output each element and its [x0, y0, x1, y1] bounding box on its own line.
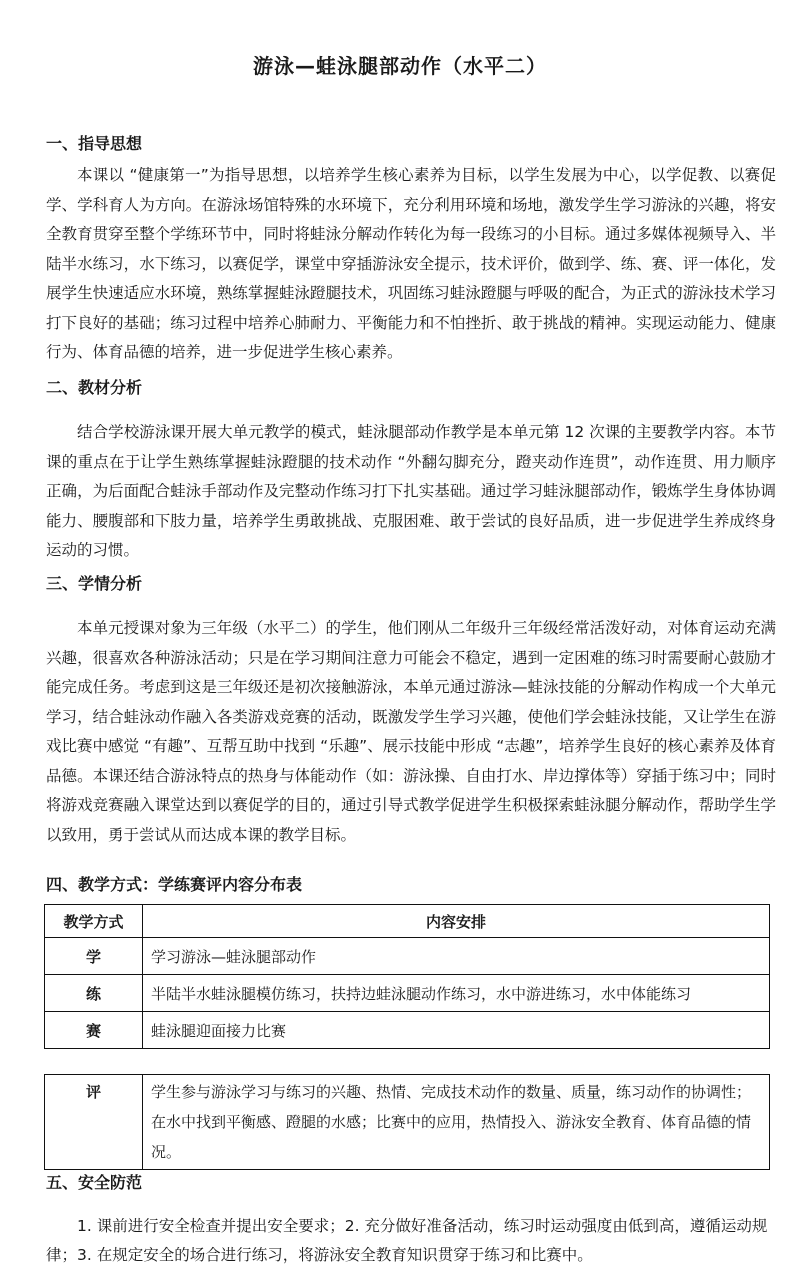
teaching-methods-table	[44, 904, 770, 1049]
table-header-cell: 内容安排	[143, 905, 770, 938]
section-heading-teaching-methods: 四、教学方式：学练赛评内容分布表	[46, 875, 303, 894]
section-text-safety: 1. 课前进行安全检查并提出安全要求；2. 充分做好准备活动，练习时运动强度由低到高，遵循运动规律；3. 在规定安全的场合进行练习，将游泳安全教育知识贯穿于练习和比赛中。	[46, 1217, 768, 1264]
document-title: 游泳—蛙泳腿部动作（水平二）	[253, 54, 547, 78]
section-heading-safety: 五、安全防范	[46, 1173, 143, 1192]
section-heading-material-analysis: 二、教材分析	[46, 378, 143, 397]
table-row	[45, 975, 770, 1012]
table-header-cell: 教学方式	[45, 905, 143, 938]
table-cell-method: 赛	[45, 1012, 143, 1049]
table-cell-method: 评	[45, 1075, 143, 1170]
table-row	[45, 1012, 770, 1049]
section-text-student-analysis: 本单元授课对象为三年级（水平二）的学生，他们刚从二年级升三年级经常活泼好动，对体育运动充满兴趣，很喜欢各种游泳活动；只是在学习期间注意力可能会不稳定，遇到一定困难的练习时需要耐心鼓励才能完成任务。考虑到这是三年级还是初次接触游泳，本单元通过游泳—蛙泳技能的分解动作构成一个大单元学习，结合蛙泳动作融入各类游戏竞赛的活动，既激发学生学习兴趣，使他们学会蛙泳技能，又让学生在游戏比赛中感觉 “有趣”、互帮互助中找到 “乐趣”、展示技能中形成 “志趣”，培养学生良好的核心素养及体育品德。本课还结合游泳特点的热身与体能动作（如：游泳操、自由打水、岸边撑体等）穿插于练习中；同时将游戏竞赛融入课堂达到以赛促学的目的，通过引导式教学促进学生积极探索蛙泳腿分解动作，帮助学生学以致用，勇于尝试从而达成本课的教学目标。	[46, 619, 776, 844]
table-row	[45, 1075, 770, 1170]
table-cell-content: 学习游泳—蛙泳腿部动作	[143, 938, 770, 975]
table-cell-method: 练	[45, 975, 143, 1012]
evaluation-table	[44, 1074, 770, 1170]
section-text-material-analysis: 结合学校游泳课开展大单元教学的模式，蛙泳腿部动作教学是本单元第 12 次课的主要教学内容。本节课的重点在于让学生熟练掌握蛙泳蹬腿的技术动作 “外翻勾脚充分，蹬夹动作连贯”，动作连贯、用力顺序正确，为后面配合蛙泳手部动作及完整动作练习打下扎实基础。通过学习蛙泳腿部动作，锻炼学生身体协调能力、腰腹部和下肢力量，培养学生勇敢挑战、克服困难、敢于尝试的良好品质，进一步促进学生养成终身运动的习惯。	[46, 423, 776, 559]
table-row	[45, 938, 770, 975]
section-heading-guiding-ideology: 一、指导思想	[46, 134, 143, 153]
section-heading-student-analysis: 三、学情分析	[46, 574, 143, 593]
section-text-guiding-ideology: 本课以 “健康第一”为指导思想，以培养学生核心素养为目标，以学生发展为中心，以学促教、以赛促学、学科育人为方向。在游泳场馆特殊的水环境下，充分利用环境和场地，激发学生学习游泳的兴趣，将安全教育贯穿至整个学练环节中，同时将蛙泳分解动作转化为每一段练习的小目标。通过多媒体视频导入、半陆半水练习，水下练习，以赛促学，课堂中穿插游泳安全提示，技术评价，做到学、练、赛、评一体化，发展学生快速适应水环境，熟练掌握蛙泳蹬腿技术，巩固练习蛙泳蹬腿与呼吸的配合，为正式的游泳技术学习打下良好的基础；练习过程中培养心肺耐力、平衡能力和不怕挫折、敢于挑战的精神。实现运动能力、健康行为、体育品德的培养，进一步促进学生核心素养。	[46, 166, 776, 361]
table-cell-content: 半陆半水蛙泳腿模仿练习，扶持边蛙泳腿动作练习，水中游进练习，水中体能练习	[143, 975, 770, 1012]
table-cell-method: 学	[45, 938, 143, 975]
table-cell-content: 学生参与游泳学习与练习的兴趣、热情、完成技术动作的数量、质量，练习动作的协调性；在水中找到平衡感、蹬腿的水感；比赛中的应用，热情投入、游泳安全教育、体育品德的情况。	[143, 1075, 770, 1170]
table-cell-content: 蛙泳腿迎面接力比赛	[143, 1012, 770, 1049]
table-header-row	[45, 905, 770, 938]
